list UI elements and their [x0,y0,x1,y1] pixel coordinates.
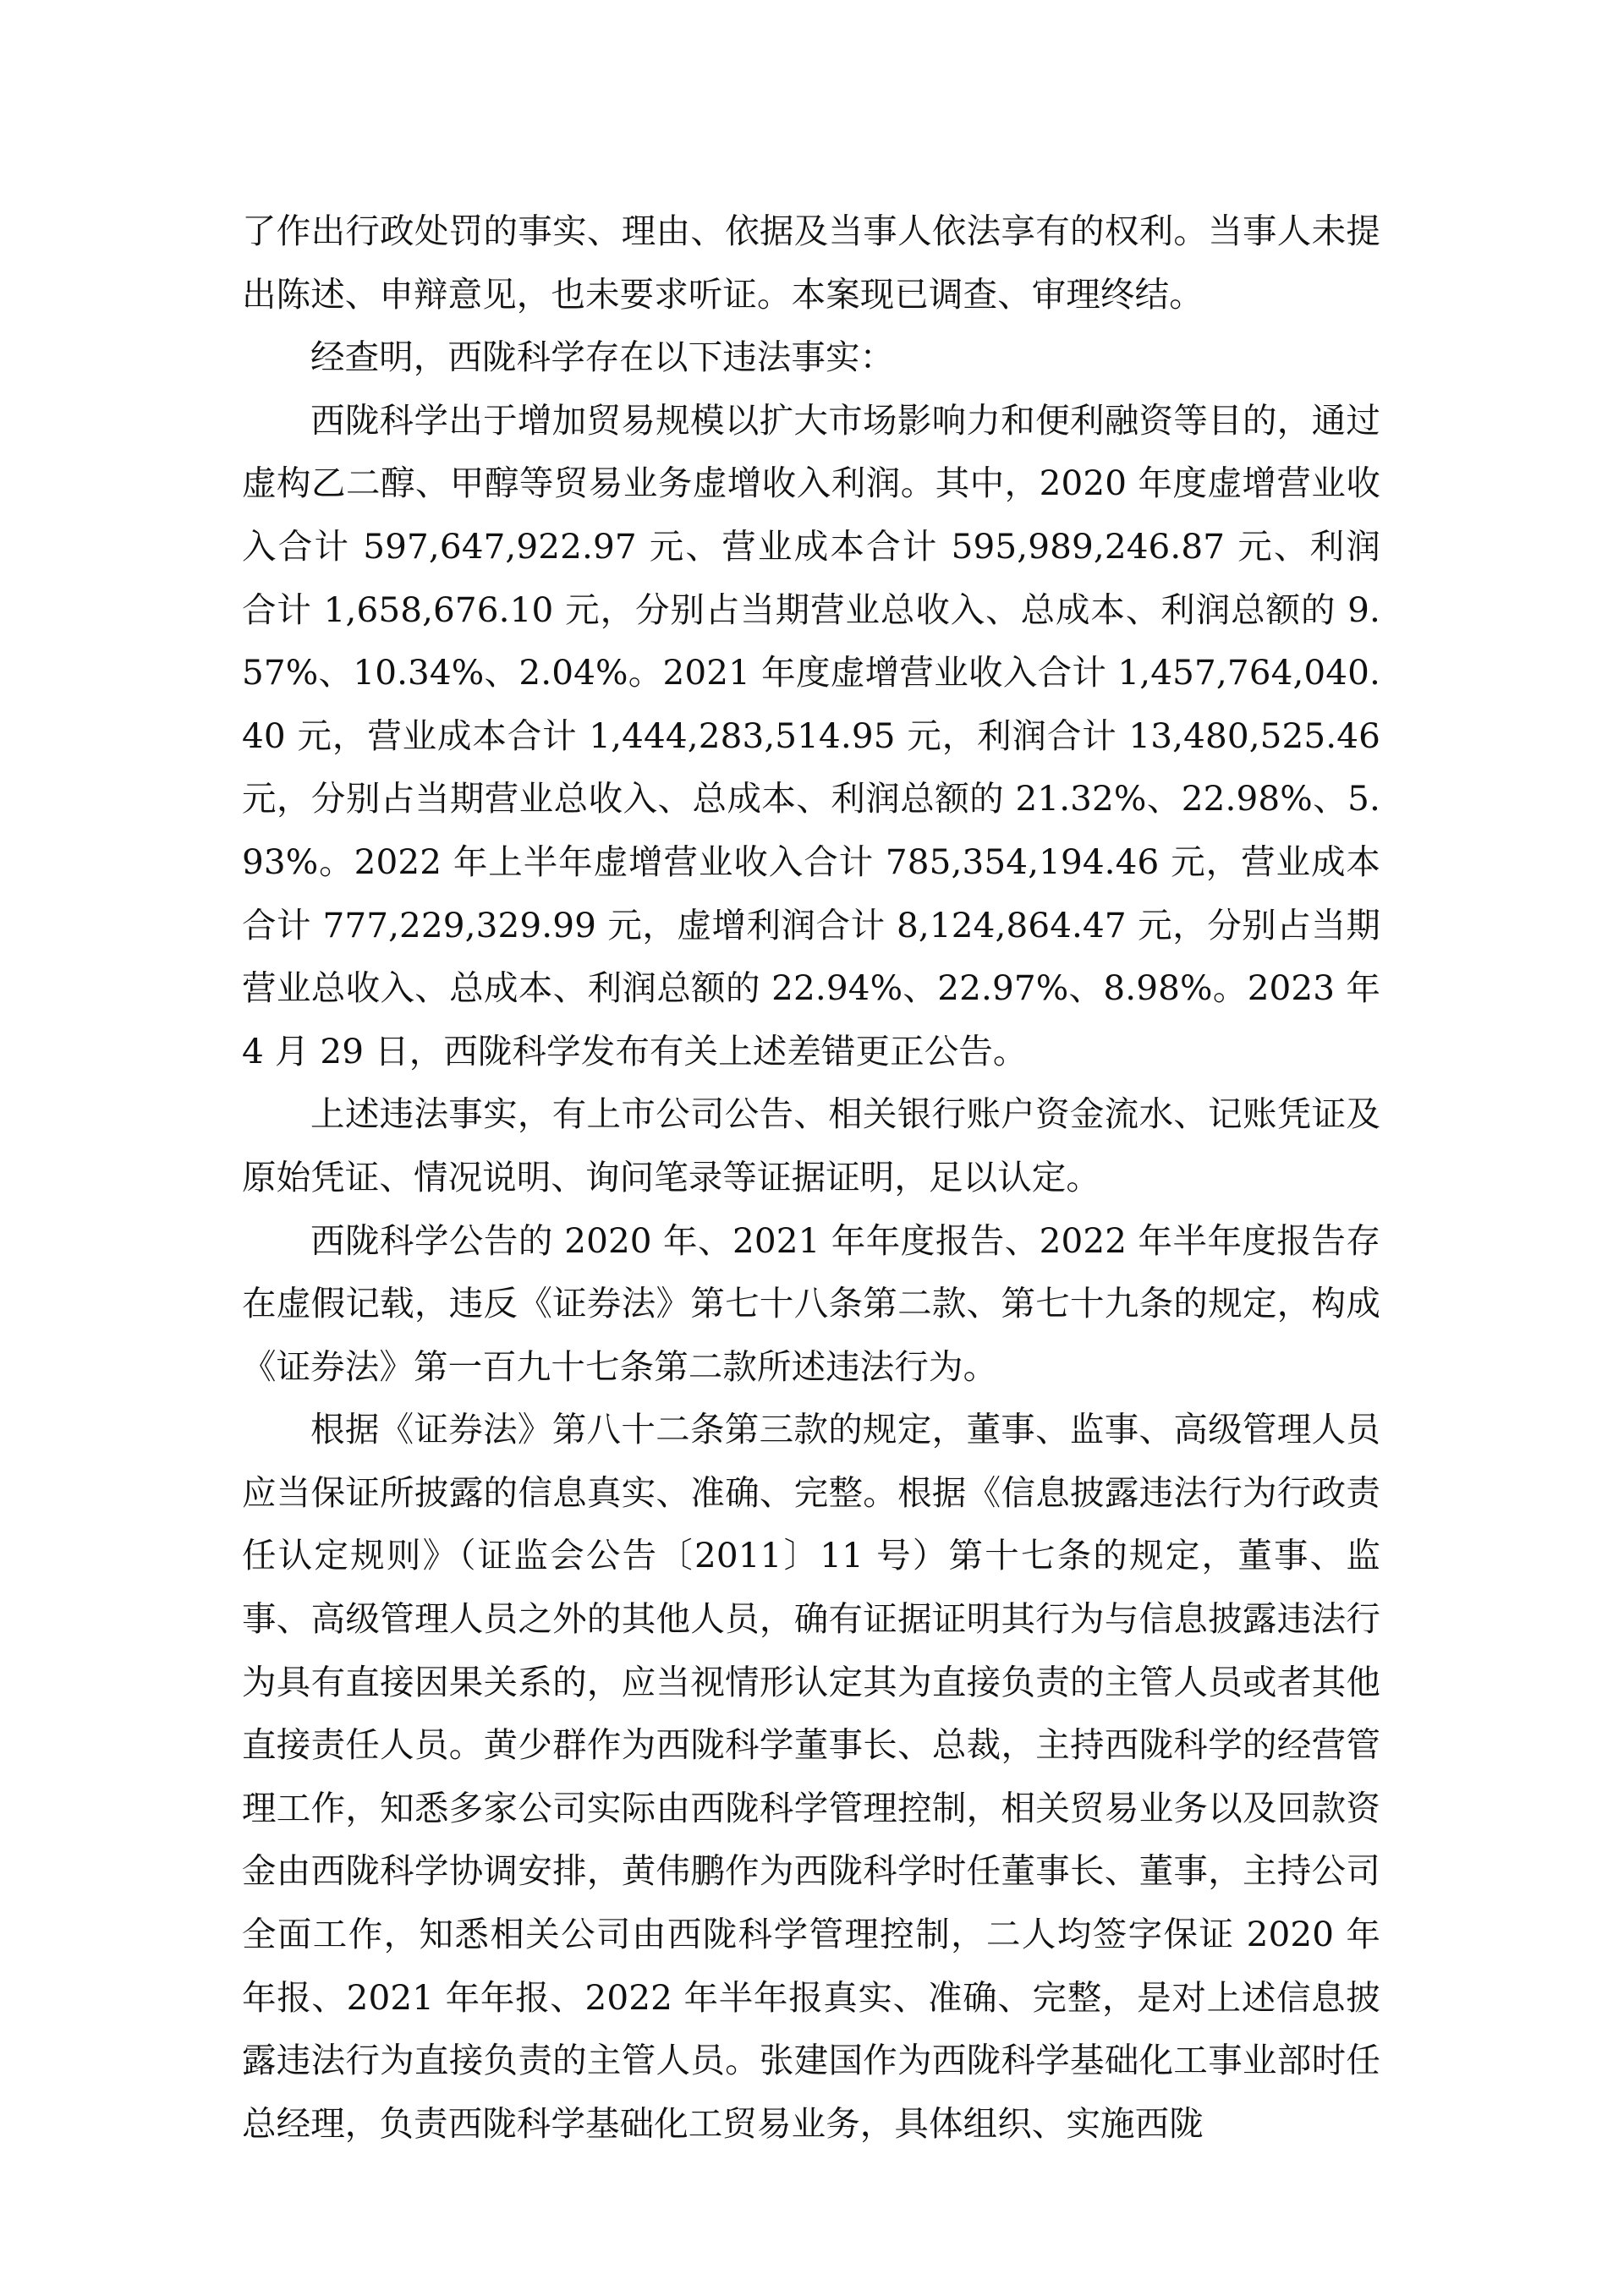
document-body [242,200,1380,2155]
paragraph-2: 经查明，西陇科学存在以下违法事实： [310,337,895,378]
paragraph-6-responsible-persons: 根据《证券法》第八十二条第三款的规定，董事、监事、高级管理人员应当保证所披露的信息真实、准确、完整。根据《信息披露违法行为行政责任认定规则》（证监会公告〔2011〕11 号）第十七条的规定，董事、监事、高级管理人员之外的其他人员，确有证据证明其行为与信息披露违法行为具有直接因果关系的，应当视情形认定其为直接负责的主管人员或者其他直接责任人员。黄少群作为西陇科学董事长、总裁，主持西陇科学的经营管理工作，知悉多家公司实际由西陇科学管理控制，相关贸易业务以及回款资金由西陇科学协调安排，黄伟鹏作为西陇科学时任董事长、董事，主持公司全面工作，知悉相关公司由西陇科学管理控制，二人均签字保证 2020 年年报、2021 年年报、2022 年半年报真实、准确、完整，是对上述信息披露违法行为直接负责的主管人员。张建国作为西陇科学基础化工事业部时任总经理，负责西陇科学基础化工贸易业务，具体组织、实施西陇 [242,1409,1380,2144]
paragraph-3-violation-facts: 西陇科学出于增加贸易规模以扩大市场影响力和便利融资等目的，通过虚构乙二醇、甲醇等贸易业务虚增收入利润。其中，2020 年度虚增营业收入合计 597,647,922.97 元、营业成本合计 595,989,246.87 元、利润合计 1,658,676.10 元，分别占当期营业总收入、总成本、利润总额的 9.57%、10.34%、2.04%。2021 年度虚增营业收入合计 1,457,764,040.40 元，营业成本合计 1,444,283,514.95 元，利润合计 13,480,525.46 元，分别占当期营业总收入、总成本、利润总额的 21.32%、22.98%、5.93%。2022 年上半年虚增营业收入合计 785,354,194.46 元，营业成本合计 777,229,329.99 元，虚增利润合计 8,124,864.47 元，分别占当期营业总收入、总成本、利润总额的 22.94%、22.97%、8.98%。2023 年 4 月 29 日，西陇科学发布有关上述差错更正公告。 [242,399,1380,1071]
paragraph-5-legal-basis: 西陇科学公告的 2020 年、2021 年年度报告、2022 年半年度报告存在虚假记载，违反《证券法》第七十八条第二款、第七十九条的规定，构成《证券法》第一百九十七条第二款所述违法行为。 [242,1219,1380,1387]
paragraph-1: 了作出行政处罚的事实、理由、依据及当事人依法享有的权利。当事人未提出陈述、申辩意见，也未要求听证。本案现已调查、审理终结。 [242,211,1380,315]
paragraph-4-evidence: 上述违法事实，有上市公司公告、相关银行账户资金流水、记账凭证及原始凭证、情况说明、询问笔录等证据证明，足以认定。 [242,1093,1380,1197]
